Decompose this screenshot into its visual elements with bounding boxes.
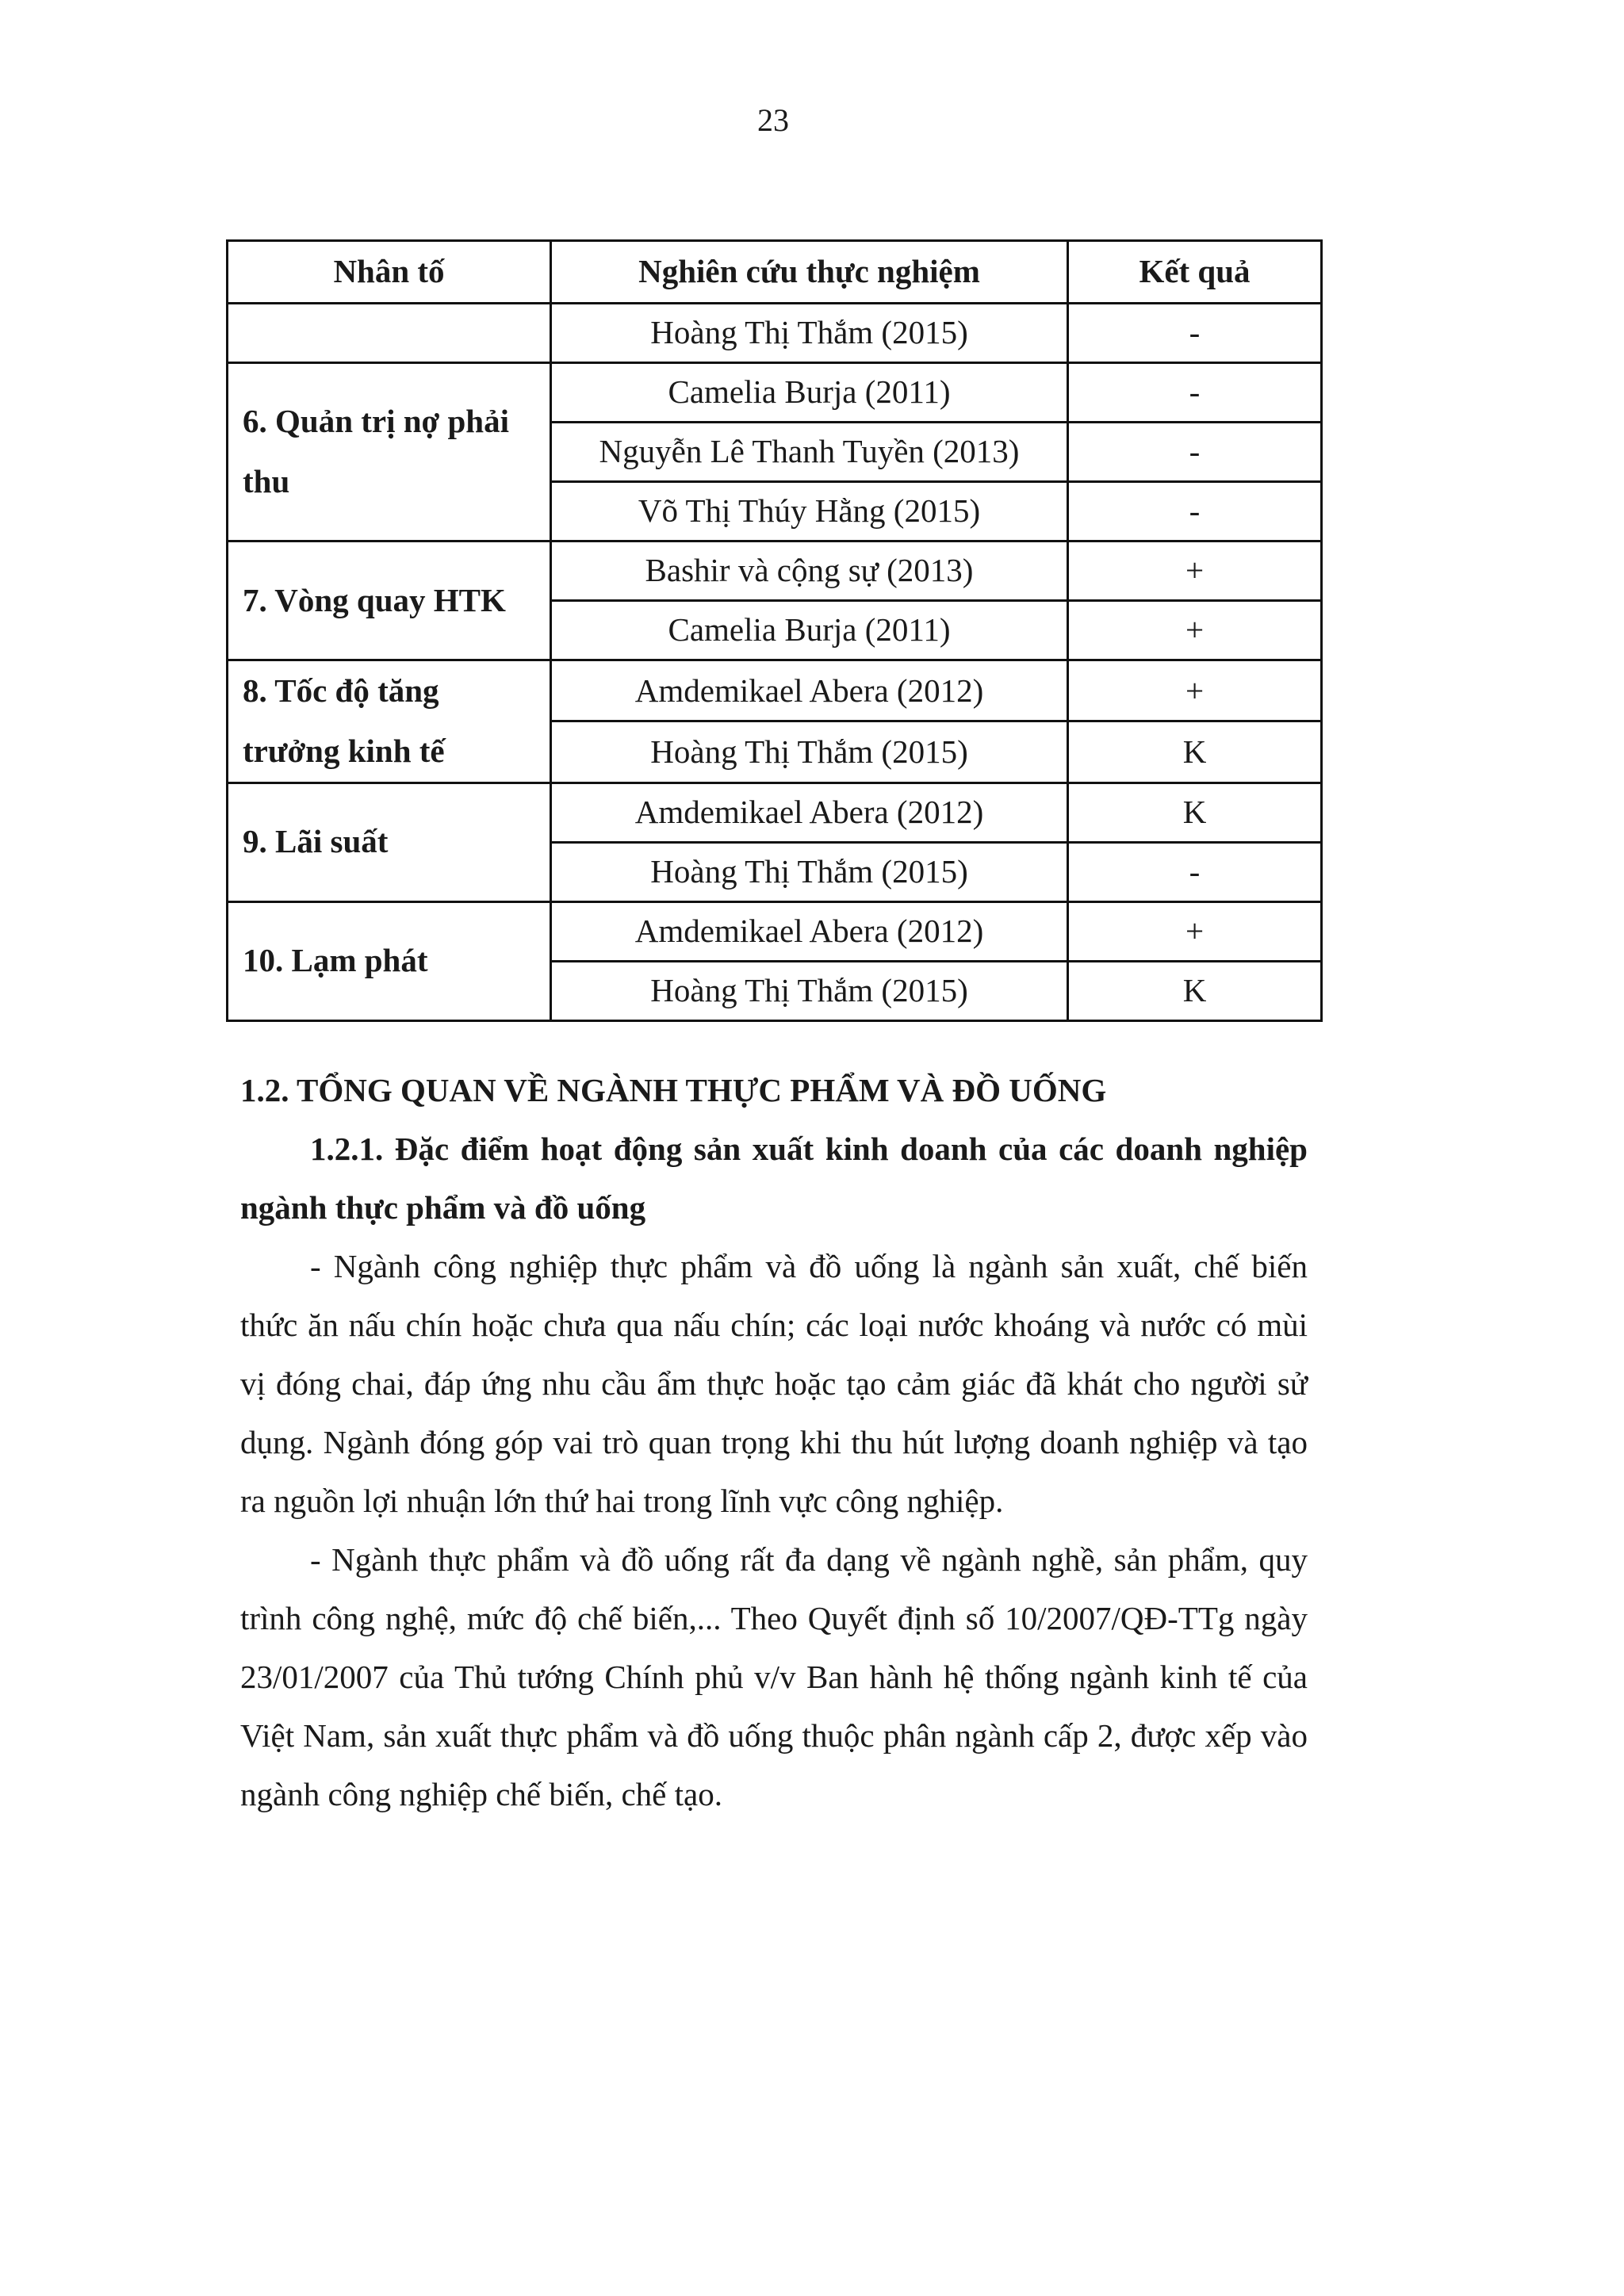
- factors-table: [226, 239, 1323, 1022]
- factor-cell: 8. Tốc độ tăng trưởng kinh tế: [228, 660, 551, 783]
- study-cell: Amdemikael Abera (2012): [551, 901, 1068, 961]
- result-cell: +: [1068, 660, 1322, 721]
- factor-cell: [228, 304, 551, 363]
- header-study: Nghiên cứu thực nghiệm: [551, 241, 1068, 304]
- factor-cell: 9. Lãi suất: [228, 783, 551, 901]
- factor-cell: 10. Lạm phát: [228, 901, 551, 1020]
- table-row: [228, 541, 1322, 601]
- factor-cell: 7. Vòng quay HTK: [228, 541, 551, 660]
- result-cell: -: [1068, 304, 1322, 363]
- page-number: 23: [757, 102, 789, 138]
- table-row: [228, 363, 1322, 423]
- study-cell: Hoàng Thị Thắm (2015): [551, 721, 1068, 783]
- result-cell: K: [1068, 721, 1322, 783]
- study-cell: Nguyễn Lê Thanh Tuyền (2013): [551, 423, 1068, 482]
- result-cell: -: [1068, 363, 1322, 423]
- result-cell: K: [1068, 783, 1322, 842]
- study-cell: Bashir và cộng sự (2013): [551, 541, 1068, 601]
- section-heading: 1.2. TỔNG QUAN VỀ NGÀNH THỰC PHẨM VÀ ĐỒ UỐNG: [240, 1072, 1107, 1108]
- table-row: [228, 304, 1322, 363]
- study-cell: Amdemikael Abera (2012): [551, 783, 1068, 842]
- result-cell: -: [1068, 842, 1322, 901]
- study-cell: Hoàng Thị Thắm (2015): [551, 961, 1068, 1020]
- header-factor: Nhân tố: [228, 241, 551, 304]
- result-cell: K: [1068, 961, 1322, 1020]
- table-row: [228, 783, 1322, 842]
- table-header-row: [228, 241, 1322, 304]
- study-cell: Hoàng Thị Thắm (2015): [551, 304, 1068, 363]
- result-cell: -: [1068, 482, 1322, 541]
- subsection-heading: 1.2.1. Đặc điểm hoạt động sản xuất kinh doanh của các doanh nghiệp ngành thực phẩm và đồ uống: [240, 1131, 1308, 1226]
- study-cell: Camelia Burja (2011): [551, 601, 1068, 660]
- factor-cell: 6. Quản trị nợ phải thu: [228, 363, 551, 541]
- result-cell: -: [1068, 423, 1322, 482]
- study-cell: Hoàng Thị Thắm (2015): [551, 842, 1068, 901]
- study-cell: Võ Thị Thúy Hằng (2015): [551, 482, 1068, 541]
- result-cell: +: [1068, 901, 1322, 961]
- result-cell: +: [1068, 541, 1322, 601]
- result-cell: +: [1068, 601, 1322, 660]
- table-row: [228, 660, 1322, 721]
- table-row: [228, 901, 1322, 961]
- paragraph: - Ngành thực phẩm và đồ uống rất đa dạng về ngành nghề, sản phẩm, quy trình công nghệ, mức độ chế biến,... Theo Quyết định số 10/2007/QĐ-TTg ngày 23/01/2007 của Thủ tướng Chính phủ v/v Ban hành hệ thống ngành kinh tế của Việt Nam, sản xuất thực phẩm và đồ uống thuộc phân ngành cấp 2, được xếp vào ngành công nghiệp chế biến, chế tạo.: [240, 1541, 1308, 1812]
- header-result: Kết quả: [1068, 241, 1322, 304]
- body-text: [240, 1061, 1308, 1823]
- study-cell: Camelia Burja (2011): [551, 363, 1068, 423]
- paragraph: - Ngành công nghiệp thực phẩm và đồ uống là ngành sản xuất, chế biến thức ăn nấu chín hoặc chưa qua nấu chín; các loại nước khoáng và nước có mùi vị đóng chai, đáp ứng nhu cầu ẩm thực hoặc tạo cảm giác đã khát cho người sử dụng. Ngành đóng góp vai trò quan trọng khi thu hút lượng doanh nghiệp và tạo ra nguồn lợi nhuận lớn thứ hai trong lĩnh vực công nghiệp.: [240, 1248, 1308, 1519]
- study-cell: Amdemikael Abera (2012): [551, 660, 1068, 721]
